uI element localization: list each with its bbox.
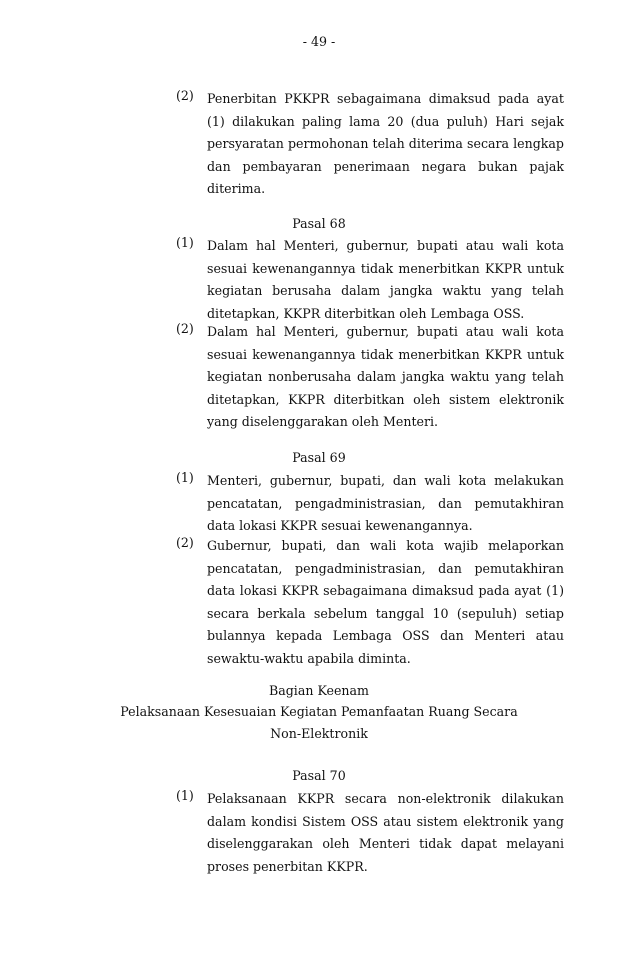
article-heading-69: Pasal 69 (292, 450, 346, 465)
section-title-line-1: Pelaksanaan Kesesuaian Kegiatan Pemanfaatan Ruang Secara (120, 704, 518, 719)
clause-text: Dalam hal Menteri, gubernur, bupati atau wali kota sesuai kewenangannya tidak menerbitkan KKPR untuk kegiatan nonberusaha dalam jangka waktu yang telah ditetapkan, KKPR diterbitkan oleh sistem elektronik yang diselenggarakan oleh Menteri. (207, 324, 564, 429)
clause-number: (2) (176, 321, 194, 336)
clause-text: Penerbitan PKKPR sebagaimana dimaksud pada ayat (1) dilakukan paling lama 20 (dua puluh) Hari sejak persyaratan permohonan telah diterima secara lengkap dan pembayaran penerimaan negara bukan pajak diterima. (207, 91, 564, 196)
clause-text: Gubernur, bupati, dan wali kota wajib melaporkan pencatatan, pengadministrasian, dan pemutakhiran data lokasi KKPR sebagaimana dimaksud pada ayat (1) secara berkala sebelum tanggal 10 (sepuluh) setiap bulannya kepada Lembaga OSS dan Menteri atau sewaktu-waktu apabila diminta. (207, 538, 564, 666)
article-heading-70: Pasal 70 (292, 768, 346, 783)
clause-number: (1) (176, 470, 194, 485)
clause-number: (1) (176, 788, 194, 803)
clause-text: Menteri, gubernur, bupati, dan wali kota melakukan pencatatan, pengadministrasian, dan pemutakhiran data lokasi KKPR sesuai kewenangannya. (207, 473, 564, 533)
clause-number: (2) (176, 88, 194, 103)
section-title-line-2: Non-Elektronik (270, 726, 368, 741)
article-heading-68: Pasal 68 (292, 216, 346, 231)
clause-number: (1) (176, 235, 194, 250)
page-number: - 49 - (302, 34, 336, 49)
clause-text: Dalam hal Menteri, gubernur, bupati atau wali kota sesuai kewenangannya tidak menerbitkan KKPR untuk kegiatan berusaha dalam jangka waktu yang telah ditetapkan, KKPR diterbitkan oleh Lembaga OSS. (207, 238, 564, 321)
section-heading: Bagian Keenam (268, 683, 369, 698)
clause-number: (2) (176, 535, 194, 550)
clause-text: Pelaksanaan KKPR secara non-elektronik dilakukan dalam kondisi Sistem OSS atau sistem elektronik yang diselenggarakan oleh Menteri tidak dapat melayani proses penerbitan KKPR. (207, 791, 564, 874)
